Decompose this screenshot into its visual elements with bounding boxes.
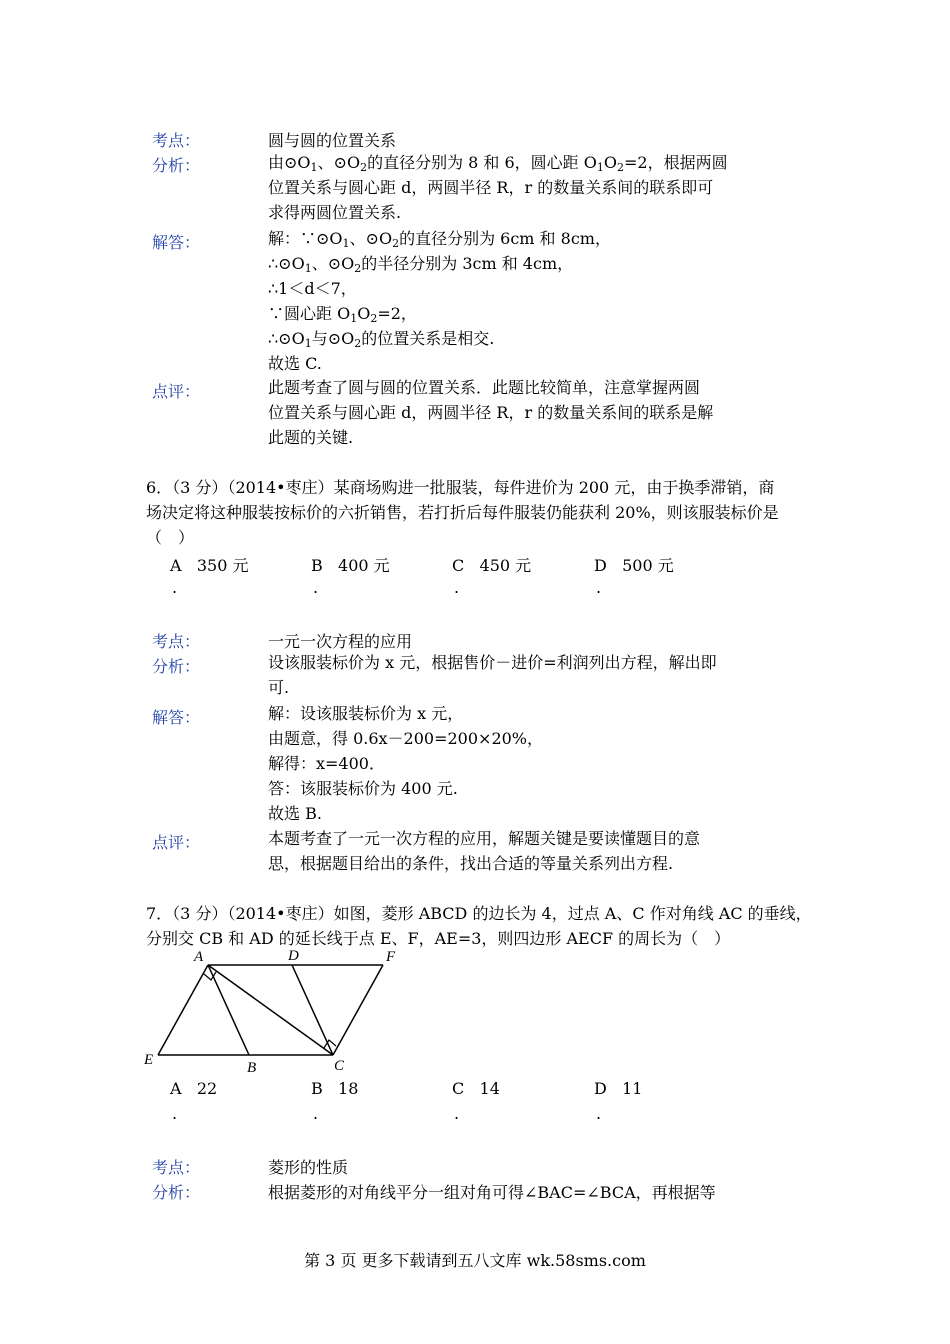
label-F: F <box>386 949 396 965</box>
label-E: E <box>144 1052 154 1068</box>
q7-option-a: A 22 <box>170 1079 218 1098</box>
q7-kaodian-label: 考点： <box>152 1158 201 1177</box>
q7-stem: 7．（3 分）（2014•枣庄）如图，菱形 ABCD 的边长为 4，过点 A、C 作对角线 AC 的垂线， 分别交 CB 和 AD 的延长线于点 E、F，AE=3，则四边形 AECF 的周长为（ ） <box>146 904 812 948</box>
q7-rhombus-figure <box>140 946 410 1076</box>
q6-fenxi-text: 设该服装标价为 x 元，根据售价－进价=利润列出方程，解出即 可. <box>268 653 717 697</box>
q5-fenxi-text: 由$⊙O_1$、$⊙O_2$的直径分别为 8 和 6，圆心距 $O_1O_2=2$，根据两圆 位置关系与圆心距 d，两圆半径 R，r 的数量关系间的联系即可 求得两圆位置关系. <box>268 153 728 222</box>
q6-option-a: A 350 元 <box>170 556 249 575</box>
page-footer: 第 3 页 更多下载请到五八文库 wk.58sms.com <box>304 1251 646 1270</box>
q6-option-c: C 450 元 <box>452 556 532 575</box>
label-A: A <box>194 949 204 965</box>
q6-dianping-text: 本题考查了一元一次方程的应用，解题关键是要读懂题目的意 思，根据题目给出的条件，找出合适的等量关系列出方程. <box>268 829 701 873</box>
q7-option-c: C 14 <box>452 1079 500 1098</box>
q6-fenxi-label: 分析： <box>152 657 201 676</box>
label-B: B <box>247 1060 257 1076</box>
q6-dianping-label: 点评： <box>152 833 201 852</box>
label-D: D <box>288 948 299 964</box>
q6-stem: 6．（3 分）（2014•枣庄）某商场购进一批服装，每件进价为 200 元，由于换季滞销，商 场决定将这种服装按标价的六折销售，若打折后每件服装仍能获利 20%，则该服装标价是 （ ） <box>146 478 779 547</box>
q5-dianping-label: 点评： <box>152 382 201 401</box>
line-AE <box>158 965 208 1055</box>
line-DC <box>292 965 333 1055</box>
q5-dianping-text: 此题考查了圆与圆的位置关系．此题比较简单，注意掌握两圆 位置关系与圆心距 d，两圆半径 R，r 的数量关系间的联系是解 此题的关键. <box>268 378 714 447</box>
q7-fenxi-label: 分析： <box>152 1183 201 1202</box>
line-FC <box>333 965 383 1055</box>
q5-fenxi-label: 分析： <box>152 156 201 175</box>
line-AC <box>208 965 333 1055</box>
q6-kaodian-label: 考点： <box>152 632 201 651</box>
q6-kaodian-text: 一元一次方程的应用 <box>268 632 413 651</box>
q7-option-b: B 18 <box>311 1079 359 1098</box>
q5-kaodian-text: 圆与圆的位置关系 <box>268 131 397 150</box>
q7-kaodian-text: 菱形的性质 <box>268 1158 349 1177</box>
q5-kaodian-label: 考点： <box>152 131 201 150</box>
q7-fenxi-text: 根据菱形的对角线平分一组对角可得∠BAC=∠BCA，再根据等 <box>268 1183 716 1202</box>
q6-jieda-label: 解答： <box>152 708 201 727</box>
q7-option-d: D 11 <box>594 1079 643 1098</box>
q5-jieda-label: 解答： <box>152 233 201 252</box>
line-AB <box>208 965 249 1055</box>
q6-jieda-text: 解：设该服装标价为 x 元， 由题意，得 0.6x－200=200×20%， 解得：x=400． 答：该服装标价为 400 元. 故选 B. <box>268 704 544 823</box>
q5-jieda-text: 解：$\because⊙O_1$、$⊙O_2$的直径分别为 6cm 和 8cm， $\therefore⊙O_1$、$⊙O_2$的半径分别为 3cm 和 4cm， ∴1＜d＜7， ∵圆心距 $O_1O_2=2$， $\therefore⊙O_1$与$⊙O_2$的位置关系是相交. 故选 C. <box>268 229 611 373</box>
label-C: C <box>334 1058 345 1074</box>
q6-option-d: D 500 元 <box>594 556 674 575</box>
q6-option-b: B 400 元 <box>311 556 390 575</box>
